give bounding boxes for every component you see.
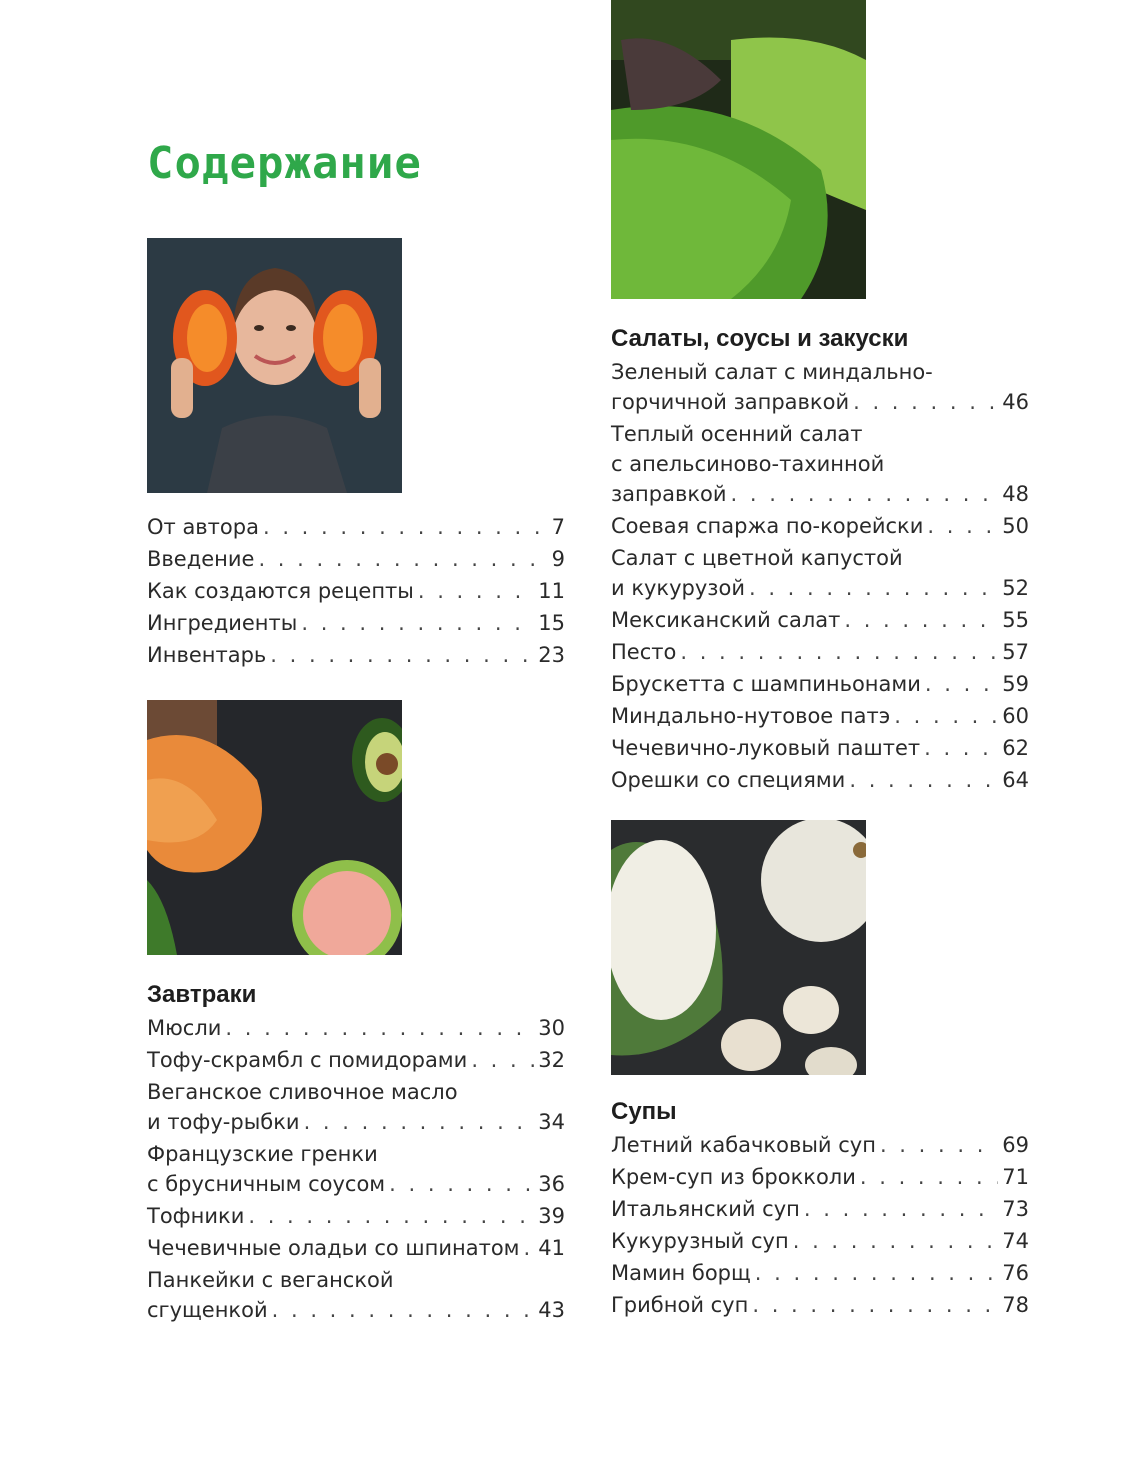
dot-leader <box>389 1169 534 1199</box>
entry-title: Тофу-скрамбл с помидорами <box>147 1048 468 1072</box>
dot-leader <box>793 1226 999 1256</box>
dot-leader <box>731 479 999 509</box>
page-number: 41 <box>538 1236 565 1260</box>
toc-entry[interactable] <box>611 733 1029 763</box>
dot-leader <box>844 605 998 635</box>
page-number: 43 <box>538 1298 565 1322</box>
entry-title-line: Салат с цветной капустой <box>611 546 903 570</box>
page-number: 32 <box>538 1048 565 1072</box>
entry-title: От автора <box>147 515 259 539</box>
dot-leader <box>272 1295 535 1325</box>
page-number: 73 <box>1002 1197 1029 1221</box>
page-number: 62 <box>1002 736 1029 760</box>
toc-entry[interactable] <box>611 765 1029 795</box>
author-photo <box>147 238 402 493</box>
toc-entry[interactable] <box>147 1201 565 1231</box>
entry-title-line: Французские гренки <box>147 1142 378 1166</box>
entry-title: Орешки со специями <box>611 768 846 792</box>
entry-title: Мамин борщ <box>611 1261 751 1285</box>
page-number: 23 <box>538 643 565 667</box>
entry-title: Мексиканский салат <box>611 608 841 632</box>
section-heading-soups: Супы <box>611 1098 677 1125</box>
dot-leader <box>263 512 548 542</box>
toc-entry[interactable] <box>611 701 1029 731</box>
entry-title-line: с апельсиново-тахинной <box>611 452 885 476</box>
page-number: 57 <box>1002 640 1029 664</box>
entry-title: заправкой <box>611 482 727 506</box>
dot-leader <box>853 387 998 417</box>
entry-title: с брусничным соусом <box>147 1172 386 1196</box>
entry-title: Соевая спаржа по-корейски <box>611 514 924 538</box>
dot-leader <box>225 1013 534 1043</box>
lentils-photo <box>147 700 402 955</box>
dot-leader <box>248 1201 534 1231</box>
toc-entry[interactable] <box>611 1226 1029 1256</box>
page-number: 55 <box>1002 608 1029 632</box>
dot-leader <box>524 1233 535 1263</box>
toc-entry[interactable] <box>147 1139 565 1199</box>
page-number: 76 <box>1002 1261 1029 1285</box>
page-number: 7 <box>551 515 565 539</box>
toc-salads <box>611 321 1029 797</box>
entry-title: Брускетта с шампиньонами <box>611 672 921 696</box>
section-heading-salads: Салаты, соусы и закуски <box>611 325 909 352</box>
page-title: Содержание <box>147 138 422 189</box>
toc-entry[interactable] <box>611 1290 1029 1320</box>
page-number: 71 <box>1002 1165 1029 1189</box>
cauliflower-photo <box>611 820 866 1075</box>
toc-entry[interactable] <box>147 1013 565 1043</box>
toc-entry[interactable] <box>147 1233 565 1263</box>
dot-leader <box>304 1107 535 1137</box>
dot-leader <box>680 637 998 667</box>
page-number: 69 <box>1002 1133 1029 1157</box>
toc-entry[interactable] <box>147 608 565 638</box>
toc-entry[interactable] <box>147 640 565 670</box>
page-number: 60 <box>1002 704 1029 728</box>
toc-entry[interactable] <box>611 1194 1029 1224</box>
page-number: 30 <box>538 1016 565 1040</box>
page-number: 52 <box>1002 576 1029 600</box>
dot-leader <box>860 1162 998 1192</box>
dot-leader <box>804 1194 998 1224</box>
entry-title: Крем-суп из брокколи <box>611 1165 856 1189</box>
page-number: 46 <box>1002 390 1029 414</box>
entry-title: Итальянский суп <box>611 1197 800 1221</box>
page-number: 50 <box>1002 514 1029 538</box>
entry-title: горчичной заправкой <box>611 390 850 414</box>
toc-breakfasts <box>147 977 565 1327</box>
entry-title-line: Теплый осенний салат <box>611 422 863 446</box>
toc-entry[interactable] <box>611 511 1029 541</box>
dot-leader <box>925 669 998 699</box>
dot-leader <box>301 608 534 638</box>
entry-title-line: Веганское сливочное масло <box>147 1080 458 1104</box>
page-number: 36 <box>538 1172 565 1196</box>
entry-title: Чечевично-луковый паштет <box>611 736 921 760</box>
section-heading-breakfasts: Завтраки <box>147 981 257 1008</box>
dot-leader <box>749 573 998 603</box>
entry-title: Ингредиенты <box>147 611 298 635</box>
page-number: 59 <box>1002 672 1029 696</box>
toc-entry[interactable] <box>611 419 1029 509</box>
entry-title-line: Зеленый салат с миндально- <box>611 360 933 384</box>
entry-title: Грибной суп <box>611 1293 749 1317</box>
entry-title: Кукурузный суп <box>611 1229 789 1253</box>
entry-title: Песто <box>611 640 677 664</box>
page-number: 34 <box>538 1110 565 1134</box>
dot-leader <box>270 640 534 670</box>
toc-entry[interactable] <box>611 357 1029 417</box>
entry-title: Мюсли <box>147 1016 222 1040</box>
toc-entry[interactable] <box>611 1162 1029 1192</box>
entry-title: Введение <box>147 547 255 571</box>
entry-title: и кукурузой <box>611 576 745 600</box>
toc-entry[interactable] <box>611 543 1029 603</box>
entry-title-line: Панкейки с веганской <box>147 1268 394 1292</box>
toc-soups <box>611 1094 1029 1322</box>
toc-entry[interactable] <box>611 605 1029 635</box>
dot-leader <box>849 765 998 795</box>
entry-title: Тофники <box>147 1204 245 1228</box>
toc-entry[interactable] <box>147 512 565 542</box>
toc-entry[interactable] <box>611 1130 1029 1160</box>
page-number: 78 <box>1002 1293 1029 1317</box>
dot-leader <box>894 701 998 731</box>
page-number: 15 <box>538 611 565 635</box>
toc-entry[interactable] <box>147 544 565 574</box>
page-number: 9 <box>551 547 565 571</box>
dot-leader <box>258 544 547 574</box>
toc-entry[interactable] <box>147 1265 565 1325</box>
dot-leader <box>924 733 998 763</box>
microgreens-photo <box>611 0 866 299</box>
page-number: 74 <box>1002 1229 1029 1253</box>
entry-title: сгущенкой <box>147 1298 268 1322</box>
entry-title: Как создаются рецепты <box>147 579 414 603</box>
dot-leader <box>927 511 998 541</box>
dot-leader <box>752 1290 998 1320</box>
entry-title: Миндально-нутовое патэ <box>611 704 891 728</box>
dot-leader <box>755 1258 998 1288</box>
toc-entry[interactable] <box>611 669 1029 699</box>
entry-title: Инвентарь <box>147 643 267 667</box>
dot-leader <box>418 576 534 606</box>
toc-intro <box>147 512 565 672</box>
toc-entry[interactable] <box>147 1077 565 1137</box>
entry-title: и тофу-рыбки <box>147 1110 300 1134</box>
toc-entry[interactable] <box>147 576 565 606</box>
entry-title: Чечевичные оладьи со шпинатом <box>147 1236 520 1260</box>
dot-leader <box>471 1045 534 1075</box>
page-number: 64 <box>1002 768 1029 792</box>
page-number: 48 <box>1002 482 1029 506</box>
page-number: 39 <box>538 1204 565 1228</box>
toc-entry[interactable] <box>611 1258 1029 1288</box>
toc-entry[interactable] <box>147 1045 565 1075</box>
page-number: 11 <box>538 579 565 603</box>
entry-title: Летний кабачковый суп <box>611 1133 876 1157</box>
toc-entry[interactable] <box>611 637 1029 667</box>
dot-leader <box>880 1130 998 1160</box>
